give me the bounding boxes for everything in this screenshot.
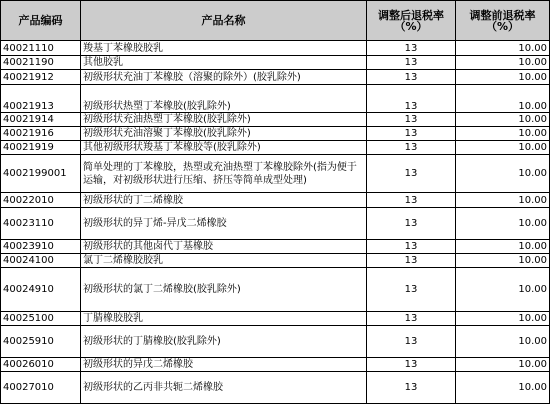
product-name: 氯丁二烯橡胶胶乳 <box>81 254 367 268</box>
rate-before: 10.00 <box>456 141 550 155</box>
product-code: 40021916 <box>1 127 81 141</box>
header-rate-after <box>367 1 456 41</box>
rate-before: 10.00 <box>456 254 550 268</box>
rate-after: 13 <box>367 70 456 85</box>
product-code: 40023110 <box>1 208 81 240</box>
product-code: 40021913 <box>1 85 81 113</box>
table-row <box>1 155 550 193</box>
product-name: 初级形状充油丁苯橡胶（溶聚的除外）(胶乳除外) <box>81 70 367 85</box>
product-name: 初级形状的丁腈橡胶(胶乳除外) <box>81 326 367 358</box>
product-code: 40024100 <box>1 254 81 268</box>
rate-before: 10.00 <box>456 193 550 208</box>
product-code: 40025910 <box>1 326 81 358</box>
table-row <box>1 41 550 56</box>
product-code: 40026010 <box>1 358 81 372</box>
rate-after: 13 <box>367 326 456 358</box>
product-code: 40021190 <box>1 56 81 70</box>
product-name: 丁腈橡胶胶乳 <box>81 312 367 326</box>
rate-before: 10.00 <box>456 358 550 372</box>
product-code: 40025100 <box>1 312 81 326</box>
product-name: 其他初级形状羧基丁苯橡胶等(胶乳除外) <box>81 141 367 155</box>
rate-after: 13 <box>367 56 456 70</box>
table-row <box>1 141 550 155</box>
product-code: 40021110 <box>1 41 81 56</box>
rate-after: 13 <box>367 240 456 254</box>
product-code: 40023910 <box>1 240 81 254</box>
rate-after: 13 <box>367 113 456 127</box>
rate-after: 13 <box>367 41 456 56</box>
header-code: 产品编码 <box>1 1 81 41</box>
product-name: 初级形状的异丁烯-异戊二烯橡胶 <box>81 208 367 240</box>
table-row <box>1 113 550 127</box>
product-code: 40021919 <box>1 141 81 155</box>
rate-before: 10.00 <box>456 41 550 56</box>
product-name: 初级形状的异戊二烯橡胶 <box>81 358 367 372</box>
rate-before: 10.00 <box>456 127 550 141</box>
rate-after: 13 <box>367 268 456 312</box>
rate-after: 13 <box>367 358 456 372</box>
rate-before: 10.00 <box>456 56 550 70</box>
rate-before: 10.00 <box>456 208 550 240</box>
product-code: 40027010 <box>1 372 81 404</box>
product-code: 40021914 <box>1 113 81 127</box>
rate-before: 10.00 <box>456 240 550 254</box>
header-row <box>1 1 550 41</box>
rate-after: 13 <box>367 193 456 208</box>
product-name: 初级形状热塑丁苯橡胶(胶乳除外) <box>81 85 367 113</box>
rate-before: 10.00 <box>456 70 550 85</box>
product-code: 40022010 <box>1 193 81 208</box>
table-row <box>1 312 550 326</box>
rate-after: 13 <box>367 155 456 193</box>
rate-after: 13 <box>367 141 456 155</box>
table-row <box>1 208 550 240</box>
rate-after: 13 <box>367 208 456 240</box>
table-row <box>1 70 550 85</box>
product-name: 初级形状充油热塑丁苯橡胶(胶乳除外) <box>81 113 367 127</box>
rate-before: 10.00 <box>456 312 550 326</box>
product-name: 初级形状充油溶聚丁苯橡胶(胶乳除外) <box>81 127 367 141</box>
product-code: 4002199001 <box>1 155 81 193</box>
product-name: 初级形状的丁二烯橡胶 <box>81 193 367 208</box>
table-row <box>1 127 550 141</box>
rate-before: 10.00 <box>456 372 550 404</box>
table-row <box>1 268 550 312</box>
table-row <box>1 240 550 254</box>
rate-before: 10.00 <box>456 326 550 358</box>
table-row <box>1 254 550 268</box>
product-code: 40021912 <box>1 70 81 85</box>
product-name: 初级形状的其他卤代丁基橡胶 <box>81 240 367 254</box>
rate-after: 13 <box>367 254 456 268</box>
table-row <box>1 85 550 113</box>
header-rate-after-label: 调整后退税率 <box>378 8 444 22</box>
product-name: 简单处理的丁苯橡胶，热塑或充油热塑丁苯橡胶除外(指为便于运输，对初级形状进行压缩、挤压等简单成型处理) <box>81 155 367 193</box>
product-name: 其他胶乳 <box>81 56 367 70</box>
header-name: 产品名称 <box>81 1 367 41</box>
table-row <box>1 56 550 70</box>
product-code: 40024910 <box>1 268 81 312</box>
header-rate-before-label: 调整前退税率 <box>469 8 536 22</box>
header-rate-before-unit: （%） <box>485 19 520 33</box>
header-rate-after-unit: （%） <box>394 19 428 33</box>
product-name: 初级形状的氯丁二烯橡胶(胶乳除外) <box>81 268 367 312</box>
rate-after: 13 <box>367 372 456 404</box>
table-row <box>1 358 550 372</box>
header-rate-before <box>456 1 550 41</box>
table-row <box>1 193 550 208</box>
rate-after: 13 <box>367 312 456 326</box>
table-row <box>1 372 550 404</box>
rate-after: 13 <box>367 127 456 141</box>
rate-before: 10.00 <box>456 113 550 127</box>
rate-before: 10.00 <box>456 85 550 113</box>
product-name: 初级形状的乙丙非共轭二烯橡胶 <box>81 372 367 404</box>
rate-before: 10.00 <box>456 268 550 312</box>
rate-before: 10.00 <box>456 155 550 193</box>
table-row <box>1 326 550 358</box>
product-name: 羧基丁苯橡胶胶乳 <box>81 41 367 56</box>
rate-after: 13 <box>367 85 456 113</box>
